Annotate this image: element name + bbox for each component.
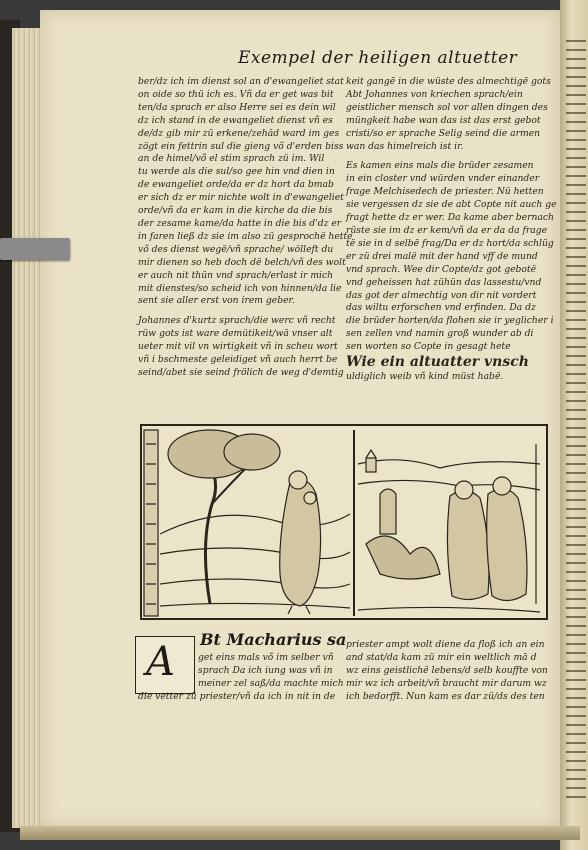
text-line: vnd geheissen hat zühün das lassestu/vnd xyxy=(346,276,542,288)
text-line: wz eins geistlichë lebens/d selb kouffte von xyxy=(346,664,548,676)
bookmark-tab xyxy=(0,238,70,260)
text-line: wan das himelreich ist ir. xyxy=(346,140,464,152)
text-line: ten/da sprach er also Herre sei es dein wil xyxy=(138,101,336,113)
right-column xyxy=(346,76,557,384)
text-line: mir dienen so heb doch dë belch/vñ des wolt xyxy=(138,256,346,268)
decorated-initial xyxy=(135,636,195,694)
text-line: on oide so thü ich es. Vñ da er get was bit xyxy=(138,88,334,100)
text-line: dz ich stand in de ewangeliet dienst vñ es xyxy=(138,114,333,126)
text-line: rüste sie im dz er kem/vñ da er da da frage xyxy=(346,224,548,236)
text-line: zögt ein fettrin sul die gieng võ d'erden biss xyxy=(138,140,344,152)
text-line: er zü drei malë mit der hand vff de mund xyxy=(346,250,538,262)
bottom-right-column xyxy=(346,639,548,704)
facing-page xyxy=(560,0,588,850)
text-line: vñ i bschmeste geleidiget vñ auch herrt be xyxy=(138,354,338,366)
text-line: and stat/da kam zü mir ein weltlich mā d xyxy=(346,651,537,663)
text-line: orde/vñ da er kam in die kirche da die bis xyxy=(138,205,333,217)
text-line: der zesame kame/da hatte in die bis d'dz er xyxy=(138,217,342,229)
text-line: ich bedorfft. Nun kam es dar zü/ds des ten xyxy=(346,690,545,702)
text-line: die vetter zü priester/vñ da ich in nit in de xyxy=(138,691,336,702)
initial-letter: A xyxy=(146,639,175,685)
text-line: të sie in d selbë frag/Da er dz hort/da schlüg xyxy=(346,237,554,249)
text-line: mir wz ich arbeit/vñ braucht mir darum wz xyxy=(346,677,547,689)
text-line: frage Melchisedech de priester. Nü hetten xyxy=(346,186,544,198)
running-head: Exempel der heiligen altuetter xyxy=(238,48,518,68)
text-line: meiner zel saß/da machte mich xyxy=(198,677,344,689)
text-line: ueter mit vil vn wirtigkeit vñ in scheu wort xyxy=(138,341,338,353)
text-line: de/dz gib mir zü erkene/zehād ward im ges xyxy=(138,127,340,139)
text-line: keit gangë in die wüste des almechtigë gots xyxy=(346,76,551,87)
section-opening: Bt Macharius sa xyxy=(200,630,347,649)
bottom-left-column-tail xyxy=(138,691,335,704)
text-line: vnd sprach. Wee dir Copte/dz got gebotë xyxy=(346,263,537,275)
text-line: die brüder horten/da flohen sie ir yeglicher i xyxy=(346,315,554,327)
text-line: de ewangeliet orde/da er dz hort da bmab xyxy=(138,179,334,191)
text-line: get eins mals võ im selber vñ xyxy=(198,652,334,663)
text-line: Es kamen eins mals die brüder zesamen xyxy=(346,160,534,172)
text-line: sen worten so Copte in gesagt hete xyxy=(346,341,511,353)
page-bottom-edge xyxy=(20,826,580,840)
text-line: cristi/so er sprache Selig seind die armen xyxy=(346,127,541,139)
text-line: tu werde als die sul/so gee hin vnd dien in xyxy=(138,166,335,178)
text-line: in faren ließ dz sie im also zü gesprochë hette xyxy=(138,230,353,242)
text-line: er auch nit thün vnd sprach/erlast ir mich xyxy=(138,269,334,281)
woodcut-illustration xyxy=(140,424,548,620)
text-line: sen zellen vnd namin groß wunder ab di xyxy=(346,328,534,340)
text-line: mit dienstes/so scheid ich von hinnen/da lie xyxy=(138,282,342,294)
text-line: an de himel/võ el stim sprach zü im. Wil xyxy=(138,153,325,165)
text-line: seind/abet sie seind frölich de weg d'demtig xyxy=(138,366,344,378)
text-line: rüw gots ist ware demütikeit/wā vnser alt xyxy=(138,328,333,340)
text-line: ber/dz ich im dienst sol an d'ewangeliet stat xyxy=(138,76,344,87)
text-line: sie vergessen dz sie de abt Copte nit auch ge xyxy=(346,199,557,211)
text-line: er sich dz er mir nichte wolt in d'ewangeliet xyxy=(138,192,344,204)
text-line: sprach Da ich iung was vñ in xyxy=(198,664,333,676)
section-heading: Wie ein altuatter vnsch xyxy=(346,354,529,371)
text-line: Abt Johannes von kriechen sprach/ein xyxy=(346,88,523,100)
text-line: müngkeit habe wan das ist das erst gebot xyxy=(346,114,541,126)
text-line: Johannes d'kurtz sprach/die werc vñ recht xyxy=(138,315,336,327)
text-line: das wiltu erforschen vnd erfinden. Da dz xyxy=(346,302,536,314)
text-line: das got der almechtig von dir nit vordert xyxy=(346,289,537,301)
text-line: võ des dienst wegë/vñ sprache/ wölleft du xyxy=(138,243,334,255)
left-column xyxy=(138,76,353,380)
bottom-left-column xyxy=(198,652,344,691)
text-line: geistlicher mensch sol vor allen dingen des xyxy=(346,101,548,113)
text-line: in ein closter vnd würden vnder einander xyxy=(346,173,540,185)
text-line: priester ampt wolt diene da floß ich an ein xyxy=(346,639,545,650)
text-line: sent sie aller erst von irem geber. xyxy=(138,295,295,307)
text-line: uldiglich weib vñ kind müst habë. xyxy=(346,370,504,382)
text-line: fragt hette dz er wer. Da kame aber bernach xyxy=(346,212,554,224)
